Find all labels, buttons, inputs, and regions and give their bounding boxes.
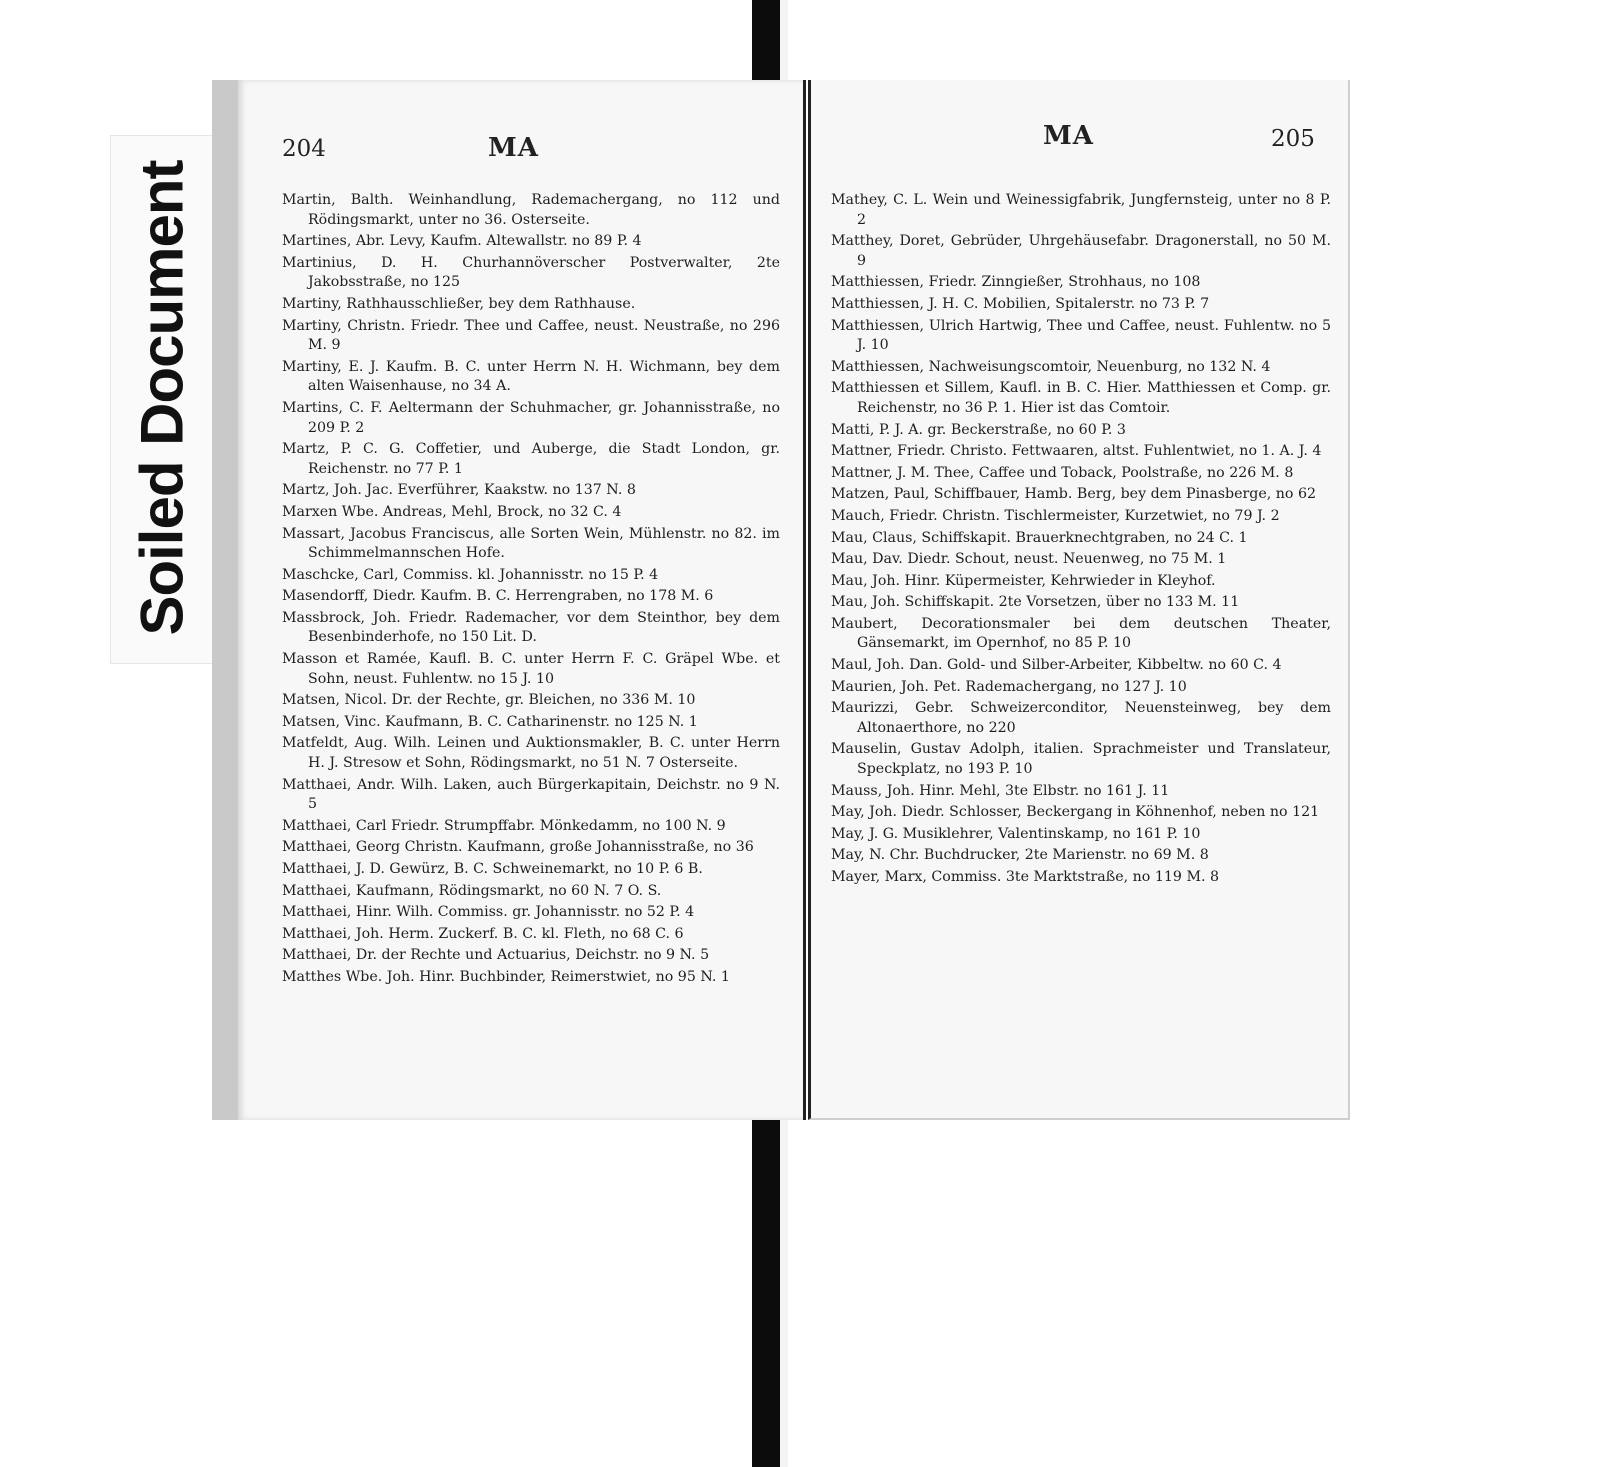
- directory-entry: Massart, Jacobus Franciscus, alle Sorten Wein, Mühlenstr. no 82. im Schimmelmannschen Hofe.: [282, 525, 780, 562]
- directory-entry: May, J. G. Musiklehrer, Valentinskamp, no 161 P. 10: [831, 825, 1201, 842]
- right-entries: [831, 191, 1331, 890]
- directory-entry: Maubert, Decorationsmaler bei dem deutschen Theater, Gänsemarkt, im Opernhof, no 85 P. 10: [831, 615, 1331, 652]
- directory-entry: Massbrock, Joh. Friedr. Rademacher, vor dem Steinthor, bey dem Besenbinderhofe, no 150 Lit. D.: [282, 609, 780, 646]
- directory-entry: Mauch, Friedr. Christn. Tischlermeister, Kurzetwiet, no 79 J. 2: [831, 507, 1280, 524]
- directory-entry: Matthaei, Hinr. Wilh. Commiss. gr. Johannisstr. no 52 P. 4: [282, 904, 695, 921]
- left-page-heading: MA: [488, 133, 539, 163]
- directory-entry: Mattner, J. M. Thee, Caffee und Toback, Poolstraße, no 226 M. 8: [831, 464, 1294, 481]
- directory-entry: Marxen Wbe. Andreas, Mehl, Brock, no 32 C. 4: [282, 503, 622, 520]
- right-page: [808, 80, 1350, 1120]
- directory-entry: Matzen, Paul, Schiffbauer, Hamb. Berg, bey dem Pinasberge, no 62: [831, 486, 1317, 503]
- directory-entry: Matthaei, Carl Friedr. Strumpffabr. Mönkedamm, no 100 N. 9: [282, 817, 726, 834]
- directory-entry: Mattner, Friedr. Christo. Fettwaaren, altst. Fuhlentwiet, no 1. A. J. 4: [831, 443, 1322, 460]
- directory-entry: Matthey, Doret, Gebrüder, Uhrgehäusefabr. Dragonerstall, no 50 M. 9: [831, 233, 1331, 269]
- directory-entry: Maurizzi, Gebr. Schweizerconditor, Neuensteinweg, bey dem Altonaerthore, no 220: [831, 700, 1331, 736]
- left-entries: [282, 191, 780, 990]
- directory-entry: Matthiessen et Sillem, Kaufl. in B. C. Hier. Matthiessen et Comp. gr. Reichenstr, no 36 P. 1. Hier ist das Comtoir.: [831, 380, 1331, 416]
- directory-entry: Matsen, Nicol. Dr. der Rechte, gr. Bleichen, no 336 M. 10: [282, 692, 696, 709]
- book-spine-bottom: [752, 1118, 780, 1467]
- directory-entry: Mauss, Joh. Hinr. Mehl, 3te Elbstr. no 161 J. 11: [831, 782, 1170, 799]
- left-page: [212, 80, 806, 1120]
- directory-entry: Mayer, Marx, Commiss. 3te Marktstraße, no 119 M. 8: [831, 869, 1220, 885]
- directory-entry: Martinius, D. H. Churhannöverscher Postverwalter, 2te Jakobsstraße, no 125: [282, 254, 780, 291]
- directory-entry: Matthiessen, Nachweisungscomtoir, Neuenburg, no 132 N. 4: [831, 358, 1271, 375]
- directory-entry: Mathey, C. L. Wein und Weinessigfabrik, Jungfernsteig, unter no 8 P. 2: [831, 192, 1331, 228]
- directory-entry: Matthaei, J. D. Gewürz, B. C. Schweinemarkt, no 10 P. 6 B.: [282, 861, 703, 877]
- directory-entry: Mau, Dav. Diedr. Schout, neust. Neuenweg, no 75 M. 1: [831, 551, 1227, 568]
- directory-entry: Mau, Claus, Schiffskapit. Brauerknechtgraben, no 24 C. 1: [831, 529, 1248, 546]
- directory-entry: Matthiessen, Ulrich Hartwig, Thee und Caffee, neust. Fuhlentw. no 5 J. 10: [831, 317, 1331, 354]
- directory-entry: Martz, Joh. Jac. Everführer, Kaakstw. no 137 N. 8: [282, 482, 636, 499]
- directory-entry: Martin, Balth. Weinhandlung, Rademachergang, no 112 und Rödingsmarkt, unter no 36. Osterseite.: [282, 192, 780, 228]
- directory-entry: May, Joh. Diedr. Schlosser, Beckergang in Köhnenhof, neben no 121: [831, 804, 1320, 821]
- directory-entry: Martiny, Rathhausschließer, bey dem Rathhause.: [282, 295, 636, 312]
- directory-entry: Mau, Joh. Hinr. Küpermeister, Kehrwieder in Kleyhof.: [831, 572, 1216, 589]
- directory-entry: Matti, P. J. A. gr. Beckerstraße, no 60 P. 3: [831, 421, 1126, 438]
- directory-entry: Mauselin, Gustav Adolph, italien. Sprachmeister und Translateur, Speckplatz, no 193 P. 10: [831, 741, 1331, 778]
- directory-entry: Matthaei, Dr. der Rechte und Actuarius, Deichstr. no 9 N. 5: [282, 947, 710, 964]
- directory-entry: Matthaei, Georg Christn. Kaufmann, große Johannisstraße, no 36: [282, 839, 754, 856]
- directory-entry: Matthaei, Kaufmann, Rödingsmarkt, no 60 N. 7 O. S.: [282, 882, 662, 899]
- directory-entry: May, N. Chr. Buchdrucker, 2te Marienstr. no 69 M. 8: [831, 847, 1209, 864]
- directory-entry: Masson et Ramée, Kaufl. B. C. unter Herrn F. C. Gräpel Wbe. et Sohn, neust. Fuhlentw. no 15 J. 10: [282, 651, 780, 687]
- directory-entry: Matthaei, Joh. Herm. Zuckerf. B. C. kl. Fleth, no 68 C. 6: [282, 925, 684, 942]
- directory-entry: Martines, Abr. Levy, Kaufm. Altewallstr. no 89 P. 4: [282, 233, 642, 250]
- directory-entry: Martiny, Christn. Friedr. Thee und Caffee, neust. Neustraße, no 296 M. 9: [282, 317, 780, 354]
- directory-entry: Matthiessen, Friedr. Zinngießer, Strohhaus, no 108: [831, 274, 1201, 291]
- side-label: Soiled Document: [128, 160, 196, 636]
- directory-entry: Maschcke, Carl, Commiss. kl. Johannisstr. no 15 P. 4: [282, 566, 659, 583]
- directory-entry: Matthiessen, J. H. C. Mobilien, Spitalerstr. no 73 P. 7: [831, 295, 1210, 312]
- directory-entry: Matfeldt, Aug. Wilh. Leinen und Auktionsmakler, B. C. unter Herrn H. J. Stresow et Sohn, Rödingsmarkt, no 51 N. 7 Osterseite.: [282, 735, 780, 772]
- directory-entry: Matsen, Vinc. Kaufmann, B. C. Catharinenstr. no 125 N. 1: [282, 713, 698, 730]
- directory-entry: Matthes Wbe. Joh. Hinr. Buchbinder, Reimerstwiet, no 95 N. 1: [282, 968, 730, 985]
- directory-entry: Maurien, Joh. Pet. Rademachergang, no 127 J. 10: [831, 678, 1187, 695]
- right-page-heading: MA: [1043, 121, 1094, 151]
- directory-entry: Martiny, E. J. Kaufm. B. C. unter Herrn N. H. Wichmann, bey dem alten Waisenhause, no 34 A.: [282, 358, 780, 395]
- directory-entry: Martins, C. F. Aeltermann der Schuhmacher, gr. Johannisstraße, no 209 P. 2: [282, 399, 780, 436]
- directory-entry: Mau, Joh. Schiffskapit. 2te Vorsetzen, über no 133 M. 11: [831, 594, 1240, 611]
- directory-entry: Maul, Joh. Dan. Gold- und Silber-Arbeiter, Kibbeltw. no 60 C. 4: [831, 657, 1282, 674]
- right-page-number: 205: [1271, 126, 1315, 152]
- directory-entry: Masendorff, Diedr. Kaufm. B. C. Herrengraben, no 178 M. 6: [282, 588, 714, 605]
- directory-entry: Martz, P. C. G. Coffetier, und Auberge, die Stadt London, gr. Reichenstr. no 77 P. 1: [282, 441, 780, 477]
- directory-entry: Matthaei, Andr. Wilh. Laken, auch Bürgerkapitain, Deichstr. no 9 N. 5: [282, 776, 780, 813]
- left-page-number: 204: [282, 136, 326, 162]
